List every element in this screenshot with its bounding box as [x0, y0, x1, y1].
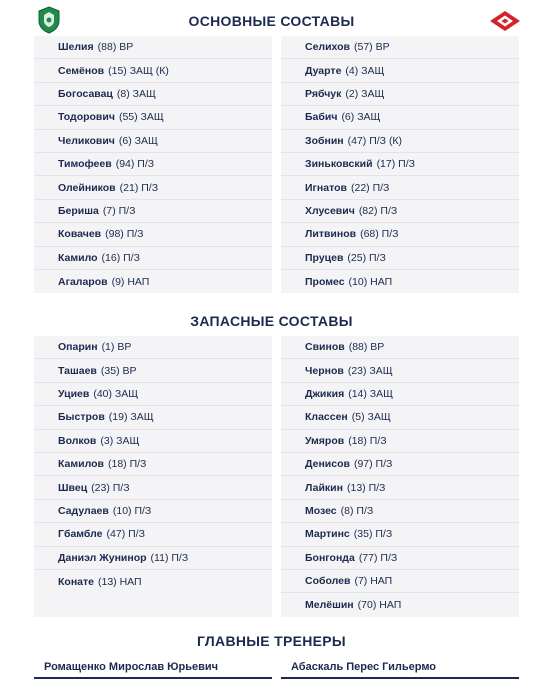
player-number-position: (57) ВР	[354, 41, 390, 54]
away-starting-list	[281, 36, 519, 293]
player-row	[281, 200, 519, 223]
player-number-position: (15) ЗАЩ (К)	[108, 64, 169, 77]
player-number-position: (88) ВР	[97, 41, 134, 54]
home-starting-list	[34, 36, 272, 293]
player-name: Мелёшин	[305, 598, 354, 611]
player-number-position: (77) П/З	[358, 551, 398, 564]
player-name: Классен	[305, 411, 348, 424]
player-row	[281, 547, 519, 570]
player-row	[34, 500, 272, 523]
player-number-position: (11) П/З	[150, 551, 189, 564]
player-row	[281, 500, 519, 523]
player-name: Соболев	[305, 575, 351, 588]
player-number-position: (47) П/З (К)	[347, 134, 403, 147]
player-row	[281, 106, 519, 129]
player-number-position: (6) ЗАЩ	[118, 134, 158, 147]
player-name: Зобнин	[305, 134, 344, 147]
player-name: Мартинс	[305, 528, 350, 541]
player-row	[34, 383, 272, 406]
player-row	[34, 270, 272, 293]
player-name: Рябчук	[305, 87, 342, 100]
player-name: Хлусевич	[305, 204, 355, 217]
player-name: Умяров	[305, 434, 345, 447]
player-number-position: (10) НАП	[348, 275, 393, 288]
player-number-position: (18) П/З	[348, 434, 387, 447]
player-name: Тодорович	[58, 111, 115, 124]
player-name: Бонгонда	[305, 551, 355, 564]
player-name: Опарин	[58, 341, 98, 354]
player-number-position: (25) П/З	[347, 251, 386, 264]
player-name: Конате	[58, 575, 94, 588]
player-name: Садулаев	[58, 504, 109, 517]
player-row	[281, 430, 519, 453]
player-row	[281, 406, 519, 429]
player-row	[281, 383, 519, 406]
player-row	[34, 359, 272, 382]
player-row	[281, 523, 519, 546]
player-row	[281, 453, 519, 476]
substitutes-title: ЗАПАСНЫЕ СОСТАВЫ	[190, 313, 353, 329]
player-name: Свинов	[305, 341, 345, 354]
player-name: Семёнов	[58, 64, 105, 77]
player-row	[281, 270, 519, 293]
player-number-position: (35) П/З	[353, 528, 393, 541]
player-row	[34, 336, 272, 359]
player-row	[34, 223, 272, 246]
player-row	[281, 247, 519, 270]
player-name: Ташаев	[58, 364, 97, 377]
player-row	[281, 223, 519, 246]
player-name: Селихов	[305, 41, 350, 54]
player-name: Камило	[58, 251, 98, 264]
player-name: Камилов	[58, 458, 104, 471]
player-number-position: (16) П/З	[101, 251, 140, 264]
player-number-position: (7) П/З	[102, 204, 136, 217]
player-number-position: (70) НАП	[357, 598, 402, 611]
player-row	[34, 36, 272, 59]
player-name: Промес	[305, 275, 345, 288]
player-name: Челикович	[58, 134, 115, 147]
home-coach: Ромащенко Мирослав Юрьевич	[34, 657, 272, 679]
player-name: Литвинов	[305, 228, 357, 241]
home-substitutes-list	[34, 336, 272, 617]
player-row	[34, 200, 272, 223]
player-row	[34, 106, 272, 129]
player-name: Денисов	[305, 458, 350, 471]
player-row	[281, 59, 519, 82]
player-number-position: (2) ЗАЩ	[345, 87, 385, 100]
player-row	[34, 247, 272, 270]
player-name: Агаларов	[58, 275, 108, 288]
player-number-position: (23) П/З	[91, 481, 130, 494]
player-name: Шелия	[58, 41, 94, 54]
head-coaches-title: ГЛАВНЫЕ ТРЕНЕРЫ	[197, 633, 346, 649]
player-name: Швец	[58, 481, 88, 494]
player-name: Дуарте	[305, 64, 342, 77]
player-number-position: (88) ВР	[348, 341, 385, 354]
player-row	[281, 176, 519, 199]
player-row	[34, 59, 272, 82]
player-number-position: (40) ЗАЩ	[93, 387, 139, 400]
player-row	[34, 453, 272, 476]
player-name: Уциев	[58, 387, 90, 400]
player-number-position: (17) П/З	[376, 158, 415, 171]
player-name: Джикия	[305, 387, 345, 400]
player-number-position: (6) ЗАЩ	[341, 111, 381, 124]
player-name: Тимофеев	[58, 158, 112, 171]
player-row	[34, 570, 272, 593]
player-name: Мозес	[305, 504, 337, 517]
player-number-position: (9) НАП	[111, 275, 150, 288]
player-number-position: (21) П/З	[119, 181, 159, 194]
away-substitutes-list	[281, 336, 519, 617]
player-name: Игнатов	[305, 181, 347, 194]
player-number-position: (7) НАП	[354, 575, 393, 588]
player-name: Бабич	[305, 111, 338, 124]
player-number-position: (22) П/З	[350, 181, 390, 194]
player-name: Гбамбле	[58, 528, 103, 541]
player-row	[34, 83, 272, 106]
player-row	[281, 593, 519, 616]
player-number-position: (10) П/З	[112, 504, 152, 517]
player-name: Богосавац	[58, 87, 113, 100]
player-name: Зиньковский	[305, 158, 373, 171]
player-row	[34, 523, 272, 546]
player-row	[281, 476, 519, 499]
away-coach: Абаскаль Перес Гильермо	[281, 657, 519, 679]
player-row	[34, 430, 272, 453]
player-name: Чернов	[305, 364, 344, 377]
player-number-position: (23) ЗАЩ	[347, 364, 393, 377]
player-name: Даниэл Жунинор	[58, 551, 147, 564]
player-number-position: (14) ЗАЩ	[348, 387, 393, 400]
player-number-position: (19) ЗАЩ	[108, 411, 154, 424]
player-row	[281, 153, 519, 176]
player-row	[281, 83, 519, 106]
player-row	[281, 130, 519, 153]
player-row	[34, 153, 272, 176]
player-row	[281, 570, 519, 593]
player-name: Пруцев	[305, 251, 344, 264]
player-number-position: (97) П/З	[353, 458, 393, 471]
player-number-position: (55) ЗАЩ	[118, 111, 164, 124]
player-row	[34, 130, 272, 153]
player-name: Лайкин	[305, 481, 343, 494]
player-number-position: (1) ВР	[101, 341, 132, 354]
starting-lineups-title: ОСНОВНЫЕ СОСТАВЫ	[188, 13, 355, 29]
player-number-position: (82) П/З	[358, 204, 398, 217]
player-number-position: (13) НАП	[98, 575, 142, 588]
player-number-position: (68) П/З	[360, 228, 399, 241]
player-number-position: (5) ЗАЩ	[351, 411, 391, 424]
player-number-position: (18) П/З	[108, 458, 147, 471]
player-row	[281, 36, 519, 59]
player-name: Ковачев	[58, 228, 102, 241]
player-number-position: (98) П/З	[105, 228, 144, 241]
player-row	[34, 176, 272, 199]
player-name: Быстров	[58, 411, 105, 424]
player-name: Олейников	[58, 181, 116, 194]
player-name: Бериша	[58, 204, 99, 217]
player-number-position: (8) ЗАЩ	[116, 87, 156, 100]
player-number-position: (3) ЗАЩ	[100, 434, 140, 447]
player-number-position: (13) П/З	[346, 481, 386, 494]
player-row	[281, 336, 519, 359]
player-number-position: (8) П/З	[340, 504, 374, 517]
player-row	[34, 547, 272, 570]
player-number-position: (4) ЗАЩ	[345, 64, 385, 77]
player-number-position: (47) П/З	[106, 528, 145, 541]
player-name: Волков	[58, 434, 97, 447]
player-row	[34, 406, 272, 429]
player-row	[281, 359, 519, 382]
player-number-position: (35) ВР	[100, 364, 137, 377]
player-number-position: (94) П/З	[115, 158, 155, 171]
player-row	[34, 476, 272, 499]
